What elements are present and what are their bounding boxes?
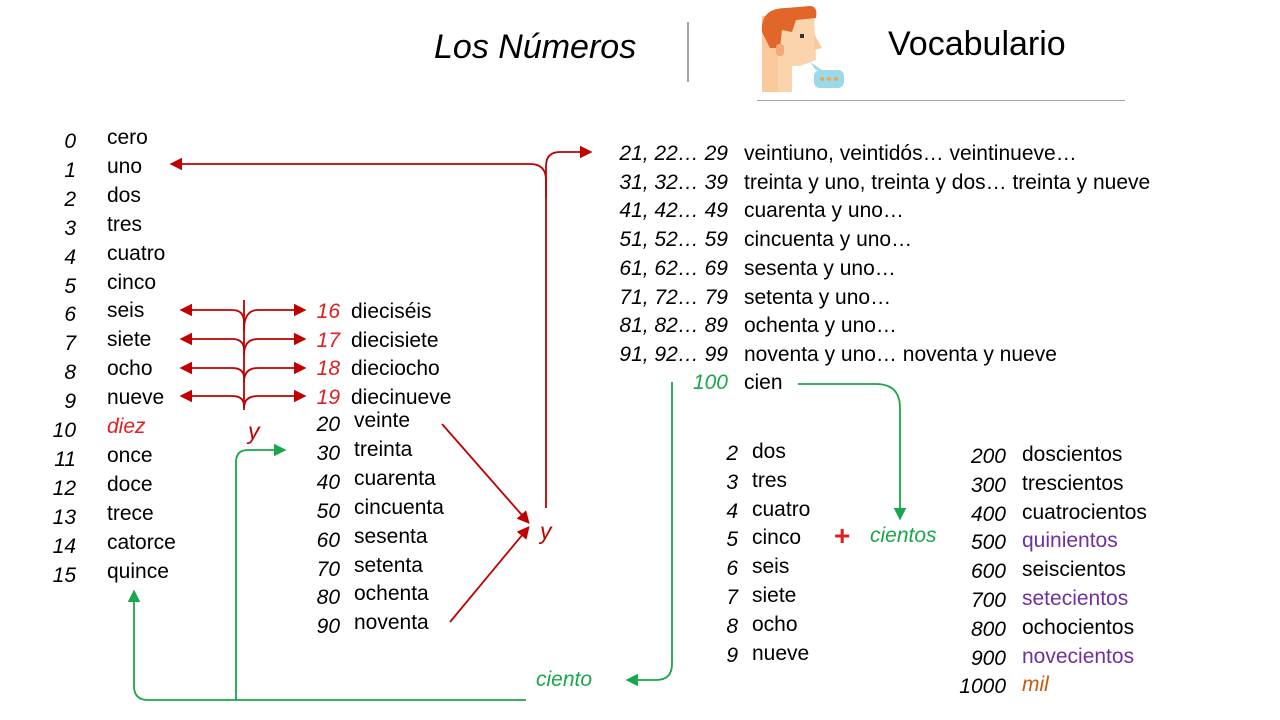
multiplier-word: ocho — [752, 612, 798, 636]
basic-number: 6 — [64, 303, 76, 327]
compound-word: cincuenta y uno… — [744, 228, 913, 252]
basic-number: 15 — [52, 563, 76, 587]
multiplier-number: 2 — [726, 442, 738, 465]
arrow-to-siete — [182, 339, 244, 350]
hundred-word: cien — [744, 371, 783, 394]
hundreds-number: 200 — [970, 445, 1006, 468]
arrow-to-nueve — [182, 396, 244, 406]
hundreds-word: trescientos — [1022, 471, 1124, 495]
arrow-to-seis — [182, 310, 244, 330]
tens-word: cincuenta — [354, 495, 444, 519]
basic-word: diez — [107, 415, 146, 438]
hundreds-number: 600 — [970, 560, 1006, 584]
teen-number: 19 — [316, 386, 340, 410]
compound-word: ochenta y uno… — [744, 314, 897, 338]
basic-word: cinco — [107, 270, 157, 294]
tens-word: cuarenta — [354, 466, 436, 490]
basic-word: cero — [107, 126, 148, 149]
compound-number: 61, 62… 69 — [619, 256, 728, 280]
hundreds-number: 900 — [970, 646, 1006, 670]
arrow-to-17 — [244, 339, 304, 355]
plus-sign: + — [834, 520, 851, 551]
multiplier-word: seis — [752, 555, 790, 579]
cientos-label: cientos — [870, 524, 937, 547]
multiplier-number: 4 — [726, 499, 738, 523]
tens-number: 90 — [316, 615, 340, 639]
compound-number: 21, 22… 29 — [619, 142, 728, 165]
compound-word: sesenta y uno… — [744, 256, 896, 280]
arrow-veinte-to-y — [442, 424, 528, 522]
tens-word: treinta — [354, 437, 413, 461]
multiplier-number: 3 — [726, 470, 738, 494]
arrow-to-uno — [172, 164, 546, 198]
ciento-label: ciento — [536, 668, 593, 691]
hundreds-number: 300 — [970, 473, 1006, 497]
basic-number: 10 — [52, 419, 76, 442]
multiplier-word: tres — [752, 468, 788, 492]
hundreds-number: 500 — [970, 531, 1006, 555]
tens-number: 40 — [316, 470, 340, 494]
hundreds-word: mil — [1022, 673, 1049, 697]
tens-word: noventa — [354, 611, 429, 635]
arrow-to-18 — [244, 368, 304, 382]
tens-word: setenta — [354, 553, 423, 577]
teen-word: diecisiete — [351, 328, 439, 352]
basic-word: quince — [107, 559, 169, 583]
multiplier-number: 9 — [726, 643, 738, 667]
compound-number: 81, 82… 89 — [619, 314, 728, 338]
compound-number: 31, 32… 39 — [619, 170, 728, 194]
arrow-to-19 — [244, 396, 304, 408]
compound-number: 71, 72… 79 — [619, 285, 728, 309]
tens-number: 50 — [316, 499, 340, 523]
teen-number: 17 — [316, 328, 340, 352]
basic-word: uno — [107, 154, 143, 178]
teen-word: dieciséis — [351, 300, 432, 323]
hundreds-number: 700 — [970, 589, 1006, 612]
basic-word: nueve — [107, 386, 165, 410]
basic-number: 1 — [64, 158, 76, 182]
basic-word: tres — [107, 212, 143, 236]
multiplier-word: dos — [752, 440, 786, 463]
hundreds-word: cuatrocientos — [1022, 500, 1147, 524]
hundreds-number: 1000 — [959, 675, 1006, 699]
multiplier-number: 7 — [726, 586, 738, 609]
basic-word: once — [107, 443, 153, 467]
arrow-to-16 — [244, 310, 304, 330]
basic-number: 2 — [64, 187, 76, 211]
y-connector-mid: y — [540, 518, 552, 544]
multiplier-word: cuatro — [752, 497, 811, 521]
basic-number: 13 — [52, 505, 76, 529]
compound-number: 41, 42… 49 — [619, 199, 728, 223]
page-title: Los Números — [434, 28, 637, 66]
basic-number: 11 — [54, 447, 76, 471]
teen-number: 18 — [316, 357, 340, 381]
teen-word: dieciocho — [351, 357, 440, 381]
hundreds-number: 800 — [970, 617, 1006, 641]
multiplier-word: siete — [752, 584, 797, 607]
teen-number: 16 — [316, 300, 340, 323]
tens-word: sesenta — [354, 524, 428, 548]
hundreds-word: setecientos — [1022, 587, 1129, 610]
tens-number: 60 — [316, 528, 340, 552]
hundreds-word: quinientos — [1022, 529, 1118, 553]
basic-number: 7 — [64, 332, 76, 356]
basic-word: trece — [107, 501, 154, 525]
tens-word: ochenta — [354, 582, 429, 606]
compound-word: noventa y uno… noventa y nueve — [744, 342, 1057, 366]
basic-number: 4 — [64, 245, 76, 269]
multiplier-number: 8 — [726, 614, 738, 638]
basic-word: cuatro — [107, 241, 166, 265]
basic-number: 3 — [64, 216, 76, 240]
tens-number: 80 — [316, 586, 340, 610]
basic-number: 12 — [52, 476, 76, 500]
tens-number: 30 — [316, 441, 340, 465]
arrow-to-ocho — [182, 368, 244, 378]
tens-number: 20 — [316, 413, 340, 436]
arrow-to-compounds — [546, 152, 590, 508]
basic-word: doce — [107, 472, 153, 496]
tens-word: veinte — [354, 409, 411, 432]
basic-number: 5 — [64, 274, 76, 298]
compound-word: cuarenta y uno… — [744, 199, 904, 223]
multiplier-word: nueve — [752, 641, 810, 665]
compound-word: veintiuno, veintidós… veintinueve… — [744, 142, 1077, 165]
basic-word: ocho — [107, 357, 153, 381]
compound-word: treinta y uno, treinta y dos… treinta y nueve — [744, 170, 1151, 194]
arrow-noventa-to-y — [450, 528, 528, 622]
hundreds-word: ochocientos — [1022, 615, 1135, 639]
basic-word: seis — [107, 299, 145, 323]
page-subtitle: Vocabulario — [888, 25, 1066, 63]
basic-word: siete — [107, 328, 152, 352]
hundreds-word: doscientos — [1022, 443, 1123, 466]
basic-word: catorce — [107, 530, 176, 554]
hundreds-word: seiscientos — [1022, 558, 1126, 582]
basic-number: 9 — [64, 390, 76, 414]
compound-word: setenta y uno… — [744, 285, 892, 309]
tens-number: 70 — [316, 557, 340, 581]
compound-number: 91, 92… 99 — [619, 342, 728, 366]
basic-number: 8 — [64, 361, 76, 385]
arrow-ciento-to-tens — [236, 450, 284, 700]
multiplier-number: 5 — [726, 528, 738, 552]
teen-word: diecinueve — [351, 386, 452, 410]
basic-number: 0 — [64, 130, 76, 153]
multiplier-number: 6 — [726, 557, 738, 581]
multiplier-word: cinco — [752, 526, 802, 550]
hundreds-number: 400 — [970, 502, 1006, 526]
arrow-100-to-ciento — [628, 382, 672, 680]
hundreds-word: novecientos — [1022, 644, 1135, 668]
basic-number: 14 — [52, 534, 76, 558]
y-connector-left: y — [248, 418, 260, 444]
hundred-number: 100 — [692, 371, 728, 394]
arrow-cien-to-cientos — [798, 384, 900, 518]
basic-word: dos — [107, 183, 141, 207]
compound-number: 51, 52… 59 — [619, 228, 728, 252]
